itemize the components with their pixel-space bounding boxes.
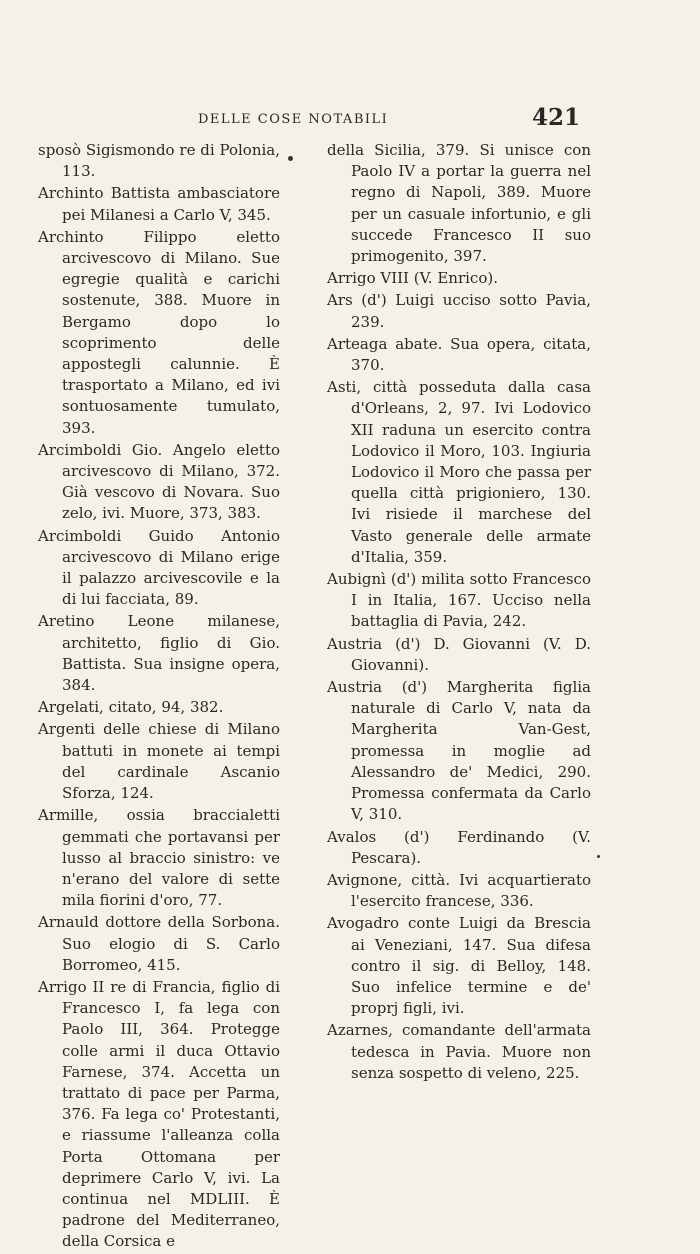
running-title: DELLE COSE NOTABILI — [198, 112, 389, 127]
index-entry: Archinto Battista ambasciatore pei Milanesi a Carlo V, 345. — [38, 184, 280, 224]
index-entry: Avogadro conte Luigi da Brescia ai Veneziani, 147. Sua difesa contro il sig. di Belloy, 148. Suo infelice termine e de' proprj figli, ivi. — [327, 914, 591, 1018]
index-column-left — [38, 140, 280, 1254]
index-entry: Ars (d') Luigi ucciso sotto Pavia, 239. — [327, 291, 591, 331]
index-entry: Avignone, città. Ivi acquartierato l'esercito francese, 336. — [327, 870, 591, 911]
index-entry: Aubignì (d') milita sotto Francesco I in Italia, 167. Ucciso nella battaglia di Pavia, 242. — [327, 570, 591, 631]
index-entry: Armille, ossia braccialetti gemmati che portavansi per lusso al braccio sinistro: ve n'erano del valore di sette mila fiorini d'oro, 77. — [38, 806, 280, 910]
index-entry: Azarnes, comandante dell'armata tedesca in Pavia. Muore non senza sospetto di veleno, 225. — [327, 1021, 591, 1082]
index-entry: Asti, città posseduta dalla casa d'Orleans, 2, 97. Ivi Lodovico XII raduna un esercito contra Lodovico il Moro, 103. Ingiuria Lodovico il Moro che passa per quella città prigioniero, 130. Ivi risiede il marchese del Vasto generale delle armate d'Italia, 359. — [327, 378, 591, 566]
page-number: 421 — [531, 104, 580, 131]
index-entry: Aretino Leone milanese, architetto, figlio di Gio. Battista. Sua insigne opera, 384. — [38, 612, 280, 695]
index-entry: Avalos (d') Ferdinando (V. Pescara). — [327, 827, 591, 867]
index-entry: Archinto Filippo eletto arcivescovo di Milano. Sue egregie qualità e carichi sostenute, 388. Muore in Bergamo dopo lo scoprimento delle appostegli calunnie. È trasportato a Milano, ed ivi sontuosamente tumulato, 393. — [38, 227, 280, 437]
index-entry: sposò Sigismondo re di Polonia, 113. — [38, 141, 280, 181]
index-entry: Argelati, citato, 94, 382. — [38, 698, 224, 717]
index-entry: Arcimboldi Guido Antonio arcivescovo di Milano erige il palazzo arcivescovile e la di lui facciata, 89. — [38, 526, 280, 609]
index-entry: Argenti delle chiese di Milano battuti in monete ai tempi del cardinale Ascanio Sforza, 124. — [38, 720, 280, 803]
index-entry: Arrigo VIII (V. Enrico). — [327, 269, 498, 288]
index-entry: Austria (d') Margherita figlia naturale di Carlo V, nata da Margherita Van-Gest, promessa in moglie ad Alessandro de' Medici, 290. Promessa confermata da Carlo V, 310. — [327, 678, 591, 824]
index-entry: Arrigo II re di Francia, figlio di Francesco I, fa lega con Paolo III, 364. Protegge colle armi il duca Ottavio Farnese, 374. Accetta un trattato di pace per Parma, 376. Fa lega co' Protestanti, e riassume l'alleanza colla Porta Ottomana per deprimere Carlo V, ivi. La continua nel MDLIII. È padrone del Mediterraneo, della Corsica e — [38, 977, 280, 1251]
index-column-right — [327, 140, 591, 1085]
index-entry: Arteaga abate. Sua opera, citata, 370. — [327, 334, 591, 375]
index-entry: Arnauld dottore della Sorbona. Suo elogio di S. Carlo Borromeo, 415. — [38, 913, 280, 974]
index-entry: della Sicilia, 379. Si unisce con Paolo IV a portar la guerra nel regno di Napoli, 389. Muore per un casuale infortunio, e gli succede Francesco II suo primogenito, 397. — [327, 141, 591, 266]
ink-speck — [597, 855, 600, 858]
page-header — [150, 104, 580, 138]
ink-speck — [288, 156, 293, 161]
index-entry: Arcimboldi Gio. Angelo eletto arcivescovo di Milano, 372. Già vescovo di Novara. Suo zelo, ivi. Muore, 373, 383. — [38, 440, 280, 523]
index-entry: Austria (d') D. Giovanni (V. D. Giovanni). — [327, 634, 591, 674]
